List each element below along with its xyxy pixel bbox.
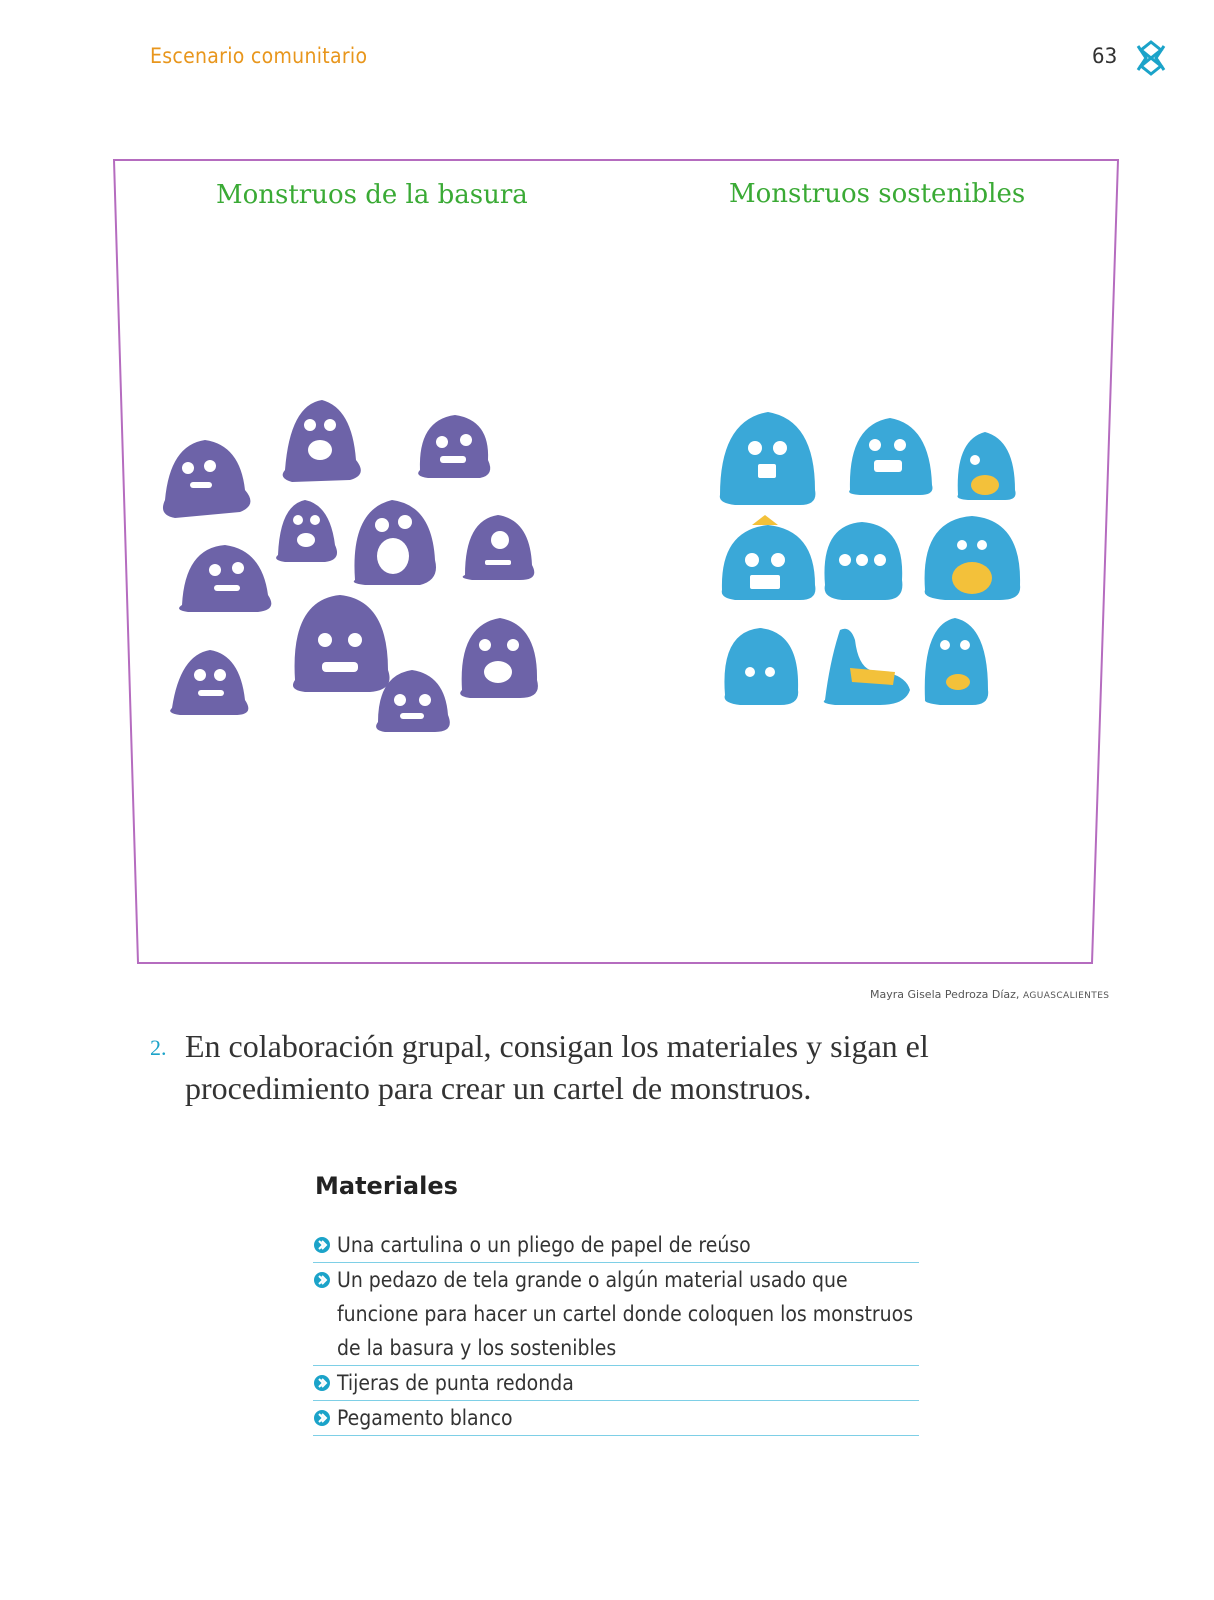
step-number: 2.: [150, 1035, 167, 1060]
trash-monster: [354, 500, 436, 585]
sustainable-monster: [824, 629, 910, 705]
materials-list: [313, 1228, 919, 1436]
materials-heading: Materiales: [315, 1172, 458, 1200]
sustainable-monster: [925, 516, 1021, 600]
page-number: 63: [1092, 44, 1118, 68]
list-item-text: Una cartulina o un pliego de papel de reúso: [337, 1233, 751, 1257]
trash-monsters-group: [163, 400, 538, 732]
sustainable-monster: [925, 618, 988, 705]
poster-right-title: Monstruos sostenibles: [729, 179, 1026, 209]
sustainable-monsters-group: [720, 412, 1020, 705]
image-credit: [870, 988, 1109, 1001]
sustainable-monster: [722, 515, 816, 600]
trash-monster: [276, 500, 337, 562]
chevron-right-icon: [313, 1374, 331, 1392]
trash-monster: [179, 545, 271, 612]
trash-monster: [463, 515, 535, 580]
step-text: En colaboración grupal, consigan los materiales y sigan el procedimiento para crear un cartel de monstruos.: [185, 1028, 929, 1106]
list-item: [313, 1401, 919, 1436]
trash-monster: [170, 650, 248, 715]
chevron-right-icon: [313, 1271, 331, 1289]
list-item: [313, 1228, 919, 1263]
credit-place: AGUASCALIENTES: [1022, 991, 1110, 1001]
list-item: [313, 1366, 919, 1401]
trash-monster: [163, 440, 250, 518]
section-title: Escenario comunitario: [150, 44, 368, 68]
sustainable-monster: [824, 522, 902, 600]
sustainable-monster: [724, 628, 798, 705]
poster-left-title: Monstruos de la basura: [216, 180, 528, 210]
step-instruction: [150, 1025, 930, 1109]
credit-author: Mayra Gisela Pedroza Díaz,: [870, 988, 1020, 1001]
trash-monster: [293, 595, 390, 692]
list-item-text: Tijeras de punta redonda: [337, 1371, 574, 1395]
sustainable-monster: [957, 432, 1015, 500]
list-item: [313, 1263, 919, 1366]
chevron-right-icon: [313, 1236, 331, 1254]
list-item-text: Un pedazo de tela grande o algún material usado que funcione para hacer un cartel donde coloquen los monstruos de la basura y los sostenibles: [337, 1268, 914, 1360]
trash-monster: [283, 400, 361, 482]
trash-monster: [418, 415, 490, 478]
chevron-right-icon: [313, 1409, 331, 1427]
trash-monster: [460, 618, 538, 698]
sustainable-monster: [720, 412, 816, 505]
sustainable-monster: [849, 418, 932, 495]
list-item-text: Pegamento blanco: [337, 1406, 513, 1430]
